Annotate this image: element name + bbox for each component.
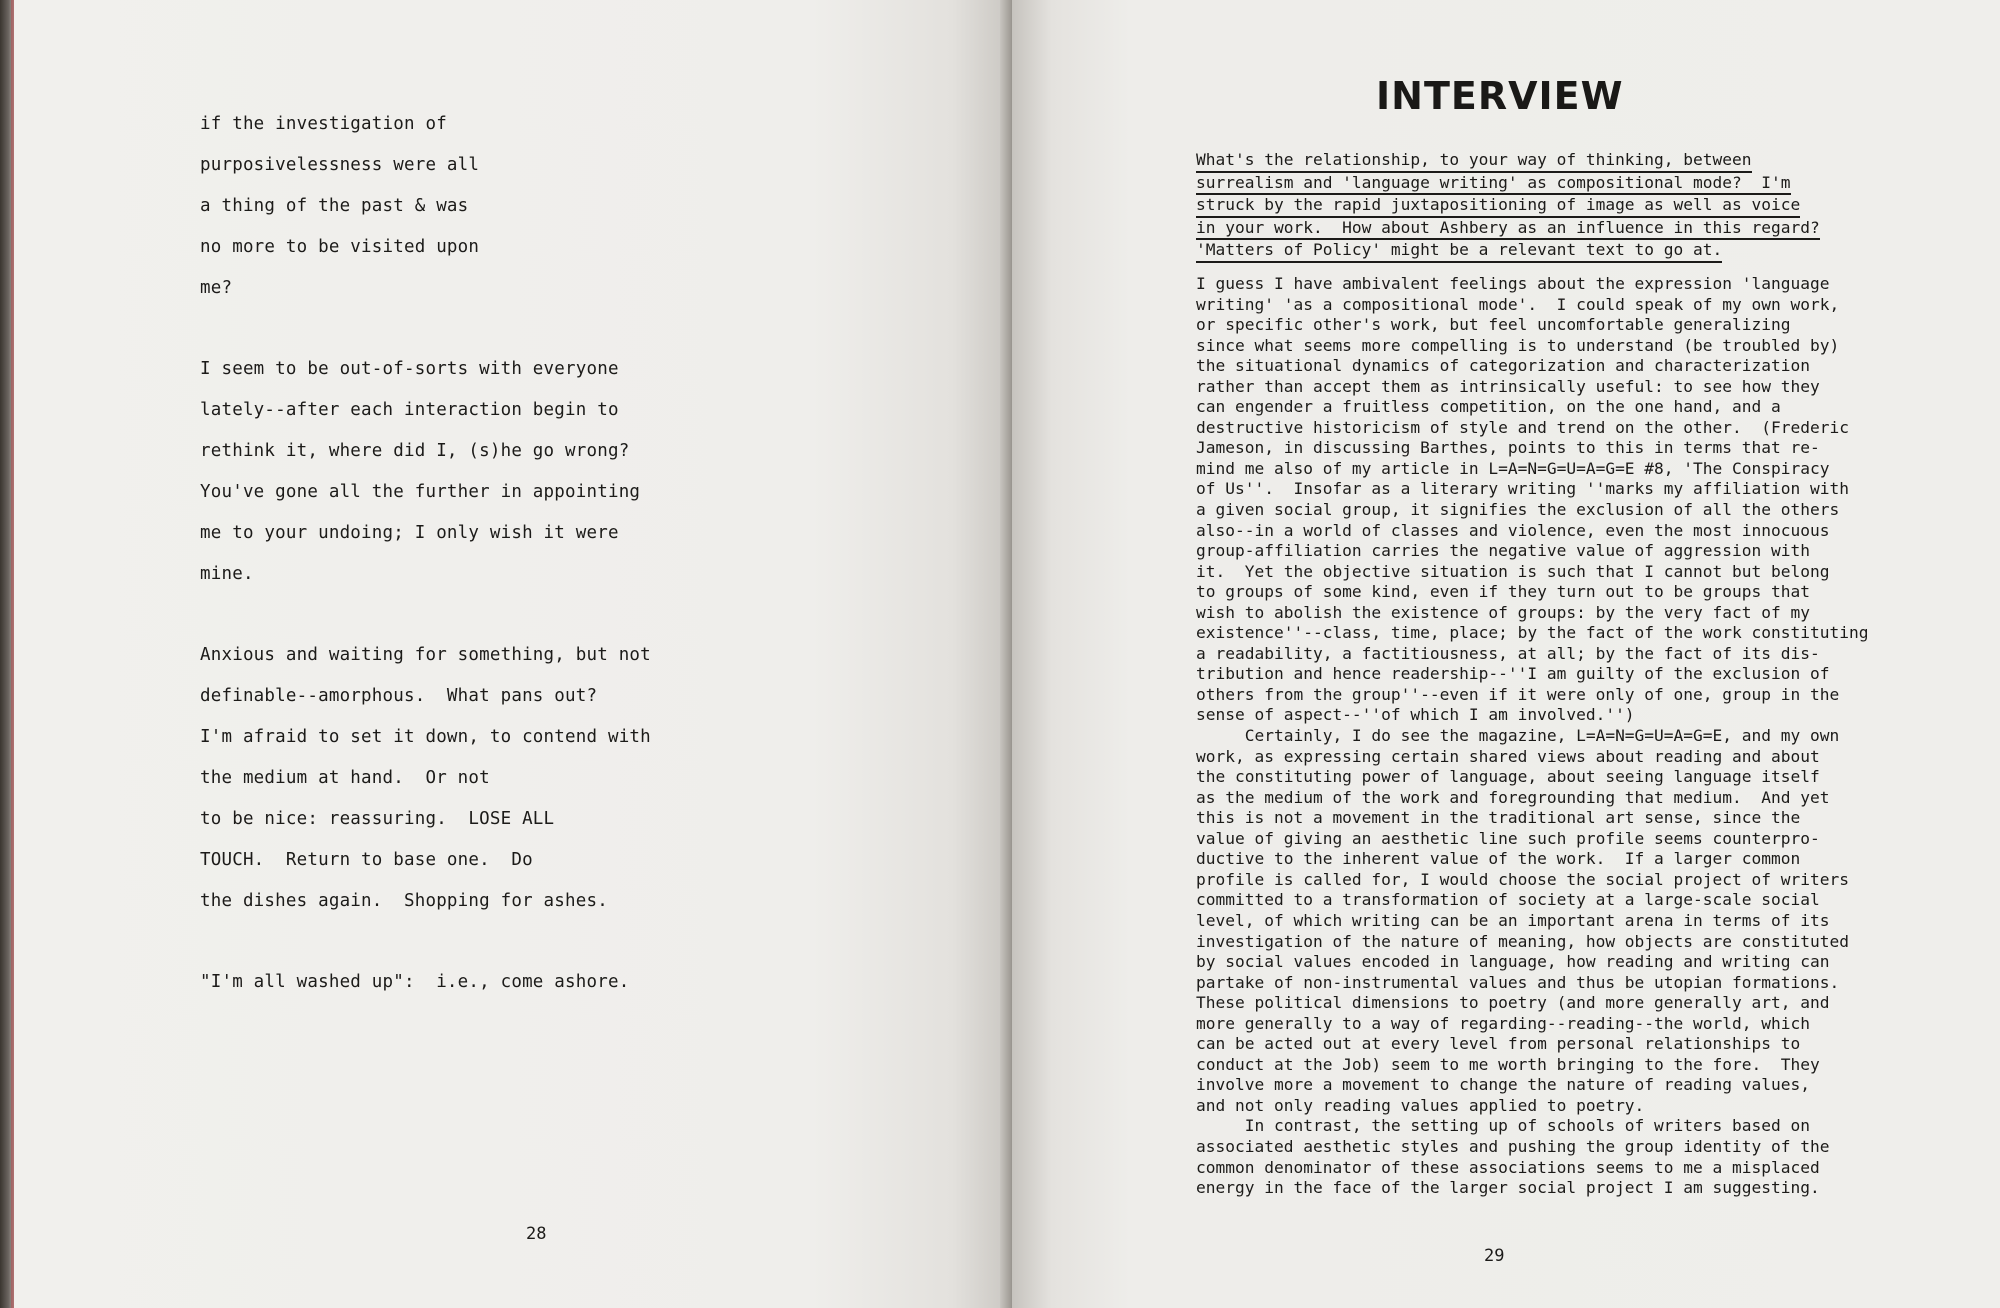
answer-line: to groups of some kind, even if they turn out to be groups that [1196,582,1810,602]
answer-line: and not only reading values applied to poetry. [1196,1095,1645,1115]
question-line: What's the relationship, to your way of thinking, between [1196,150,1752,173]
answer-line: this is not a movement in the traditional art sense, since the [1196,808,1801,828]
answer-line: since what seems more compelling is to understand (be troubled by) [1196,335,1840,355]
answer-line: sense of aspect--''of which I am involved.'') [1196,705,1635,725]
poem-line: the dishes again. Shopping for ashes. [200,891,608,911]
poem-line: "I'm all washed up": i.e., come ashore. [200,972,630,992]
poem-line: me to your undoing; I only wish it were [200,523,619,543]
poem-stanza-4 [200,962,920,1003]
answer-line: existence''--class, time, place; by the fact of the work constituting [1196,623,1869,643]
answer-line: can be acted out at every level from personal relationships to [1196,1034,1801,1054]
poem-line: me? [200,278,233,298]
answer-line: by social values encoded in language, how reading and writing can [1196,952,1830,972]
poem-line: Anxious and waiting for something, but not [200,645,651,665]
poem-line: to be nice: reassuring. LOSE ALL [200,809,555,829]
answer-line: it. Yet the objective situation is such that I cannot but belong [1196,561,1830,581]
poem-line: You've gone all the further in appointing [200,482,641,502]
answer-line: investigation of the nature of meaning, how objects are constituted [1196,931,1849,951]
poem-line: purposivelessness were all [200,155,480,175]
poem-stanza-1 [200,104,920,309]
answer-line: a readability, a factitiousness, at all; by the fact of its dis- [1196,643,1820,663]
answer-line: rather than accept them as intrinsically useful: to see how they [1196,376,1820,396]
answer-line: a given social group, it signifies the exclusion of all the others [1196,500,1840,520]
poem-stanza-3 [200,635,920,922]
question-line: in your work. How about Ashbery as an influence in this regard? [1196,218,1820,241]
answer-line: group-affiliation carries the negative value of aggression with [1196,541,1810,561]
interview-title: INTERVIEW [1376,74,1624,118]
answer-line: also--in a world of classes and violence, even the most innocuous [1196,520,1830,540]
answer-line: mind me also of my article in L=A=N=G=U=A=G=E #8, 'The Conspiracy [1196,458,1830,478]
answer-line: profile is called for, I would choose the social project of writers [1196,869,1849,889]
page-number-left: 28 [526,1224,547,1244]
poem-line: mine. [200,564,254,584]
answer-line: can engender a fruitless competition, on the one hand, and a [1196,397,1781,417]
answer-line: I guess I have ambivalent feelings about the expression 'language [1196,274,1830,293]
answer-line: writing' 'as a compositional mode'. I could speak of my own work, [1196,294,1840,314]
poem-line: definable--amorphous. What pans out? [200,686,598,706]
question-line: surrealism and 'language writing' as compositional mode? I'm [1196,173,1791,196]
answer-line: as the medium of the work and foregrounding that medium. And yet [1196,787,1830,807]
answer-line: committed to a transformation of society at a large-scale social [1196,890,1820,910]
answer-line: associated aesthetic styles and pushing the group identity of the [1196,1136,1830,1156]
answer-line: the situational dynamics of categorization and characterization [1196,356,1810,376]
poem-stanza-2 [200,349,920,595]
poem-line: a thing of the past & was [200,196,469,216]
left-page [14,0,1012,1308]
poem-line: TOUCH. Return to base one. Do [200,850,533,870]
answer-line: the constituting power of language, about seeing language itself [1196,767,1820,787]
answer-line: tribution and hence readership--''I am guilty of the exclusion of [1196,664,1830,684]
answer-line: destructive historicism of style and trend on the other. (Frederic [1196,417,1849,437]
answer-line: involve more a movement to change the nature of reading values, [1196,1075,1810,1095]
answer-line: or specific other's work, but feel uncomfortable generalizing [1196,315,1791,335]
answer-line: energy in the face of the larger social project I am suggesting. [1196,1178,1820,1198]
answer-line: value of giving an aesthetic line such profile seems counterpro- [1196,828,1820,848]
poem-line: the medium at hand. Or not [200,768,490,788]
answer-line: ductive to the inherent value of the work. If a larger common [1196,849,1801,869]
answer-line: Certainly, I do see the magazine, L=A=N=G=U=A=G=E, and my own [1196,726,1840,746]
answer-line: These political dimensions to poetry (and more generally art, and [1196,993,1830,1013]
answer-line: partake of non-instrumental values and thus be utopian formations. [1196,972,1840,992]
answer-line: others from the group''--even if it were only of one, group in the [1196,684,1840,704]
question-line: struck by the rapid juxtapositioning of image as well as voice [1196,195,1800,218]
poem-line: no more to be visited upon [200,237,480,257]
answer-line: common denominator of these associations seems to me a misplaced [1196,1157,1820,1177]
right-page [1012,0,2000,1308]
poem-line: I seem to be out-of-sorts with everyone [200,359,619,379]
poem-line: lately--after each interaction begin to [200,400,619,420]
poem-line: I'm afraid to set it down, to contend with [200,727,651,747]
answer-line: In contrast, the setting up of schools of writers based on [1196,1116,1810,1136]
question-line: 'Matters of Policy' might be a relevant text to go at. [1196,240,1722,263]
interview-question [1196,150,1916,263]
poem-line: if the investigation of [200,114,447,134]
answer-line: Jameson, in discussing Barthes, points to this in terms that re- [1196,438,1820,458]
answer-line: conduct at the Job) seem to me worth bringing to the fore. They [1196,1054,1820,1074]
answer-line: wish to abolish the existence of groups: by the very fact of my [1196,602,1810,622]
answer-line: more generally to a way of regarding--reading--the world, which [1196,1013,1810,1033]
page-number-right: 29 [1484,1246,1505,1266]
poem-line: rethink it, where did I, (s)he go wrong? [200,441,630,461]
poem [200,104,920,1043]
answer-line: level, of which writing can be an important arena in terms of its [1196,910,1830,930]
answer-line: work, as expressing certain shared views about reading and about [1196,746,1820,766]
book-left-edge [0,0,14,1308]
answer-line: of Us''. Insofar as a literary writing ''marks my affiliation with [1196,479,1849,499]
interview-answer [1196,274,1956,1199]
